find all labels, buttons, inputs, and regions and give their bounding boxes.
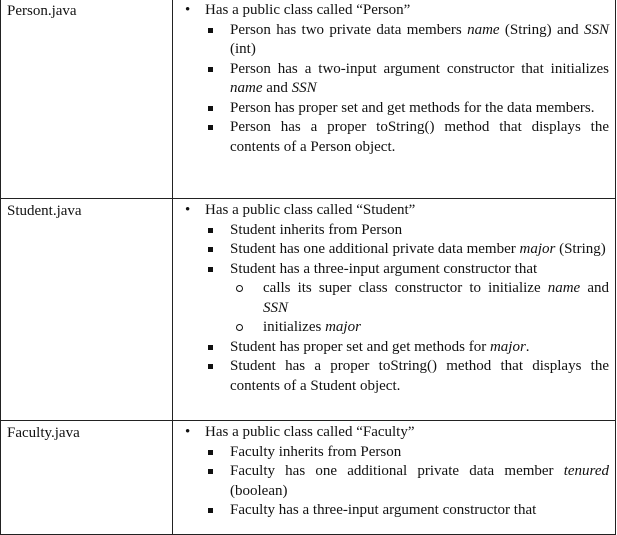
table-row xyxy=(1,0,616,199)
class-heading xyxy=(173,423,609,521)
italic-term: major xyxy=(489,338,526,355)
list-item xyxy=(173,260,609,338)
list-item xyxy=(173,240,609,260)
table-row xyxy=(1,199,616,421)
list-item xyxy=(173,338,609,358)
heading-text: Has a public class called “Faculty” xyxy=(205,424,415,440)
bullet-list xyxy=(173,201,609,396)
requirements-cell xyxy=(173,421,616,535)
table-row xyxy=(1,421,616,535)
text-run: Student inherits from Person xyxy=(230,221,403,238)
text-run: and xyxy=(580,280,609,296)
italic-term: name xyxy=(230,80,263,96)
italic-term: SSN xyxy=(291,80,317,96)
italic-term: major xyxy=(325,319,361,335)
italic-term: name xyxy=(467,21,500,38)
text-run: initializes xyxy=(263,319,326,335)
requirement-list xyxy=(173,21,609,158)
requirements-cell xyxy=(173,0,616,199)
text-run: Faculty has a three-input argument constructor that xyxy=(230,502,537,518)
requirement-list xyxy=(173,443,609,521)
sub-list-item xyxy=(230,318,609,338)
heading-text: Has a public class called “Person” xyxy=(205,2,411,18)
table-body xyxy=(1,0,616,535)
text-run: Student has a proper toString() method that displays the contents of a Student object. xyxy=(230,358,609,394)
list-item xyxy=(173,221,609,241)
file-name-cell: Student.java xyxy=(1,199,173,421)
class-heading xyxy=(173,201,609,396)
list-item xyxy=(173,60,609,99)
italic-term: SSN xyxy=(583,21,609,38)
italic-term: name xyxy=(547,280,581,296)
text-run: Student has one additional private data member xyxy=(230,241,520,257)
requirements-cell xyxy=(173,199,616,421)
text-run: (String) and xyxy=(499,21,584,38)
text-run: Faculty has one additional private data member xyxy=(230,463,564,479)
text-run: (String) xyxy=(555,241,606,257)
file-name-cell: Person.java xyxy=(1,0,173,199)
list-item xyxy=(173,99,609,119)
italic-term: SSN xyxy=(263,299,289,316)
italic-term: major xyxy=(519,241,556,257)
requirement-list xyxy=(173,221,609,397)
list-item xyxy=(173,21,609,60)
heading-text: Has a public class called “Student” xyxy=(205,202,416,218)
list-item xyxy=(173,462,609,501)
text-run: and xyxy=(262,80,292,96)
class-heading xyxy=(173,1,609,157)
file-name-cell: Faculty.java xyxy=(1,421,173,535)
text-run: (int) xyxy=(230,41,256,57)
text-run: Person has a proper toString() method that displays the contents of a Person object. xyxy=(230,119,609,155)
text-run: Person has proper set and get methods for the data members. xyxy=(230,99,595,116)
sub-list-item xyxy=(230,279,609,318)
bullet-list xyxy=(173,1,609,157)
text-run: (boolean) xyxy=(230,482,288,499)
text-run: Person has two private data members xyxy=(230,21,468,38)
text-run: Student has a three-input argument constructor that xyxy=(230,260,538,277)
text-run: calls its super class constructor to initialize xyxy=(263,280,548,296)
bullet-list xyxy=(173,423,609,521)
italic-term: tenured xyxy=(563,463,609,479)
list-item xyxy=(173,118,609,157)
text-run: . xyxy=(525,338,530,355)
list-item xyxy=(173,443,609,463)
text-run: Person has a two-input argument constructor that initializes xyxy=(230,60,609,77)
list-item xyxy=(173,357,609,396)
text-run: Faculty inherits from Person xyxy=(230,443,402,460)
text-run: Student has proper set and get methods for xyxy=(230,338,490,355)
list-item xyxy=(173,501,609,521)
sub-list xyxy=(173,279,609,338)
